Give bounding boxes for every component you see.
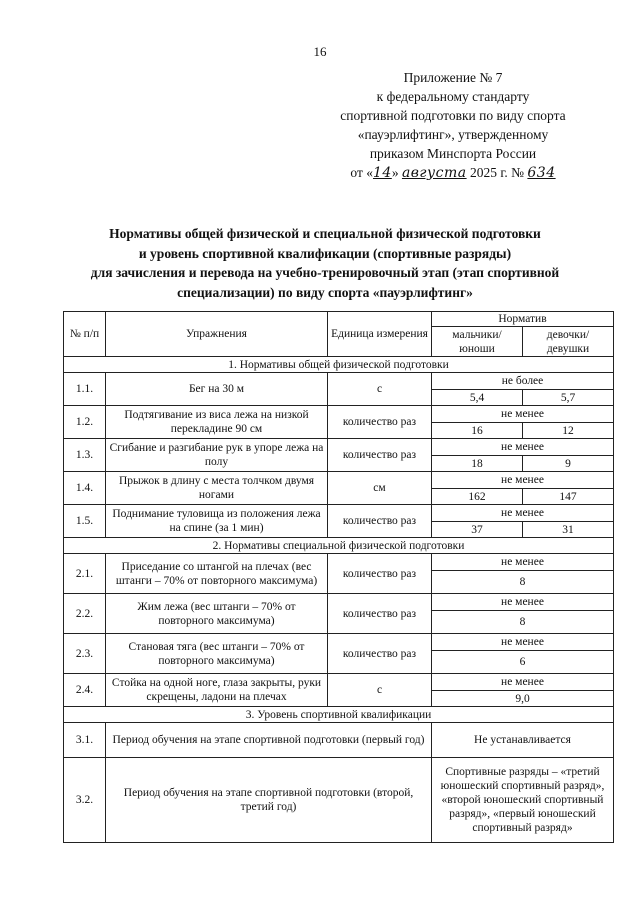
header-boys: мальчики/ юноши [432,327,523,357]
header-num: № п/п [64,312,106,357]
row-exercise: Приседание со штангой на плечах (вес штанги – 70% от повторного максимума) [106,554,328,594]
row-condition: не менее [432,505,614,522]
value-boys: 5,4 [432,390,523,406]
row-num: 1.2. [64,406,106,439]
row-exercise: Становая тяга (вес штанги – 70% от повторного максимума) [106,634,328,674]
value-all: 9,0 [432,691,614,707]
row-num: 1.3. [64,439,106,472]
value-boys: 16 [432,423,523,439]
value-girls: 9 [523,456,614,472]
section-2-title: 2. Нормативы специальной физической подготовки [64,538,614,554]
row-requirement: Не устанавливается [432,723,614,758]
row-unit: количество раз [328,406,432,439]
date-month-handwritten: августа [401,165,467,181]
appendix-line-2: к федеральному стандарту [376,89,530,104]
value-girls: 12 [523,423,614,439]
row-num: 2.4. [64,674,106,707]
row-exercise: Сгибание и разгибание рук в упоре лежа на полу [106,439,328,472]
value-boys: 37 [432,522,523,538]
row-exercise: Стойка на одной ноге, глаза закрыты, руки скрещены, ладони на плечах [106,674,328,707]
row-exercise: Подтягивание из виса лежа на низкой перекладине 90 см [106,406,328,439]
date-prefix: от « [350,165,373,180]
row-num: 1.5. [64,505,106,538]
row-exercise: Период обучения на этапе спортивной подготовки (второй, третий год) [106,758,432,843]
norms-table [63,311,614,843]
header-unit: Единица измерения [328,312,432,357]
table-row [64,634,614,651]
row-condition: не менее [432,634,614,651]
appendix-line-1: Приложение № 7 [403,70,503,85]
value-girls: 5,7 [523,390,614,406]
row-num: 2.2. [64,594,106,634]
page-number: 16 [313,44,327,59]
table-row [64,373,614,390]
row-unit: количество раз [328,505,432,538]
row-condition: не менее [432,554,614,571]
row-num: 1.1. [64,373,106,406]
row-unit: количество раз [328,439,432,472]
row-requirement: Спортивные разряды – «третий юношеский спортивный разряд», «второй юношеский спортивный разряд», «первый юношеский спортивный разряд» [432,758,614,843]
title-line-1: Нормативы общей физической и специальной физической подготовки [109,226,541,241]
section-2-row [64,538,614,554]
row-exercise: Жим лежа (вес штанги – 70% от повторного максимума) [106,594,328,634]
section-3-row [64,707,614,723]
value-boys: 162 [432,489,523,505]
section-1-title: 1. Нормативы общей физической подготовки [64,357,614,373]
order-number-handwritten: 634 [527,165,556,181]
row-unit: см [328,472,432,505]
title-line-4: специализации) по виду спорта «пауэрлифтинг» [177,284,473,300]
table-row [64,505,614,522]
header-exercise: Упражнения [106,312,328,357]
date-mid: » [391,165,399,180]
row-condition: не менее [432,674,614,691]
appendix-line-4: «пауэрлифтинг», утвержденному [357,127,549,142]
section-1-row [64,357,614,373]
value-all: 8 [432,571,614,594]
date-year: 2025 г. № [469,165,524,180]
title-line-2: и уровень спортивной квалификации (спортивные разряды) [138,245,512,261]
row-condition: не менее [432,439,614,456]
row-unit: количество раз [328,554,432,594]
row-exercise: Бег на 30 м [106,373,328,406]
row-unit: количество раз [328,594,432,634]
title-line-3: для зачисления и перевода на учебно-тренировочный этап (этап спортивной [90,265,560,280]
appendix-date-line [308,163,598,183]
table-row [64,554,614,571]
row-num: 2.1. [64,554,106,594]
date-day-handwritten: 14 [372,165,392,181]
header-girls: девочки/ девушки [523,327,614,357]
row-unit: с [328,373,432,406]
row-condition: не менее [432,472,614,489]
row-exercise: Поднимание туловища из положения лежа на спине (за 1 мин) [106,505,328,538]
appendix-line-3: спортивной подготовки по виду спорта [340,108,566,123]
appendix-block [308,68,598,183]
value-all: 6 [432,651,614,674]
table-row [64,758,614,843]
row-num: 1.4. [64,472,106,505]
value-girls: 147 [523,489,614,505]
row-condition: не менее [432,594,614,611]
row-condition: не менее [432,406,614,423]
row-num: 3.1. [64,723,106,758]
table-row [64,674,614,691]
row-unit: количество раз [328,634,432,674]
row-exercise: Прыжок в длину с места толчком двумя ногами [106,472,328,505]
header-row [64,312,614,327]
header-norm: Норматив [432,312,614,327]
value-all: 8 [432,611,614,634]
row-unit: с [328,674,432,707]
value-boys: 18 [432,456,523,472]
table-row [64,472,614,489]
table-row [64,439,614,456]
row-exercise: Период обучения на этапе спортивной подготовки (первый год) [106,723,432,758]
table-row [64,723,614,758]
row-condition: не более [432,373,614,390]
row-num: 3.2. [64,758,106,843]
value-girls: 31 [523,522,614,538]
appendix-line-5: приказом Минспорта России [369,146,537,161]
row-num: 2.3. [64,634,106,674]
table-row [64,406,614,423]
document-title [60,224,590,302]
table-row [64,594,614,611]
section-3-title: 3. Уровень спортивной квалификации [64,707,614,723]
